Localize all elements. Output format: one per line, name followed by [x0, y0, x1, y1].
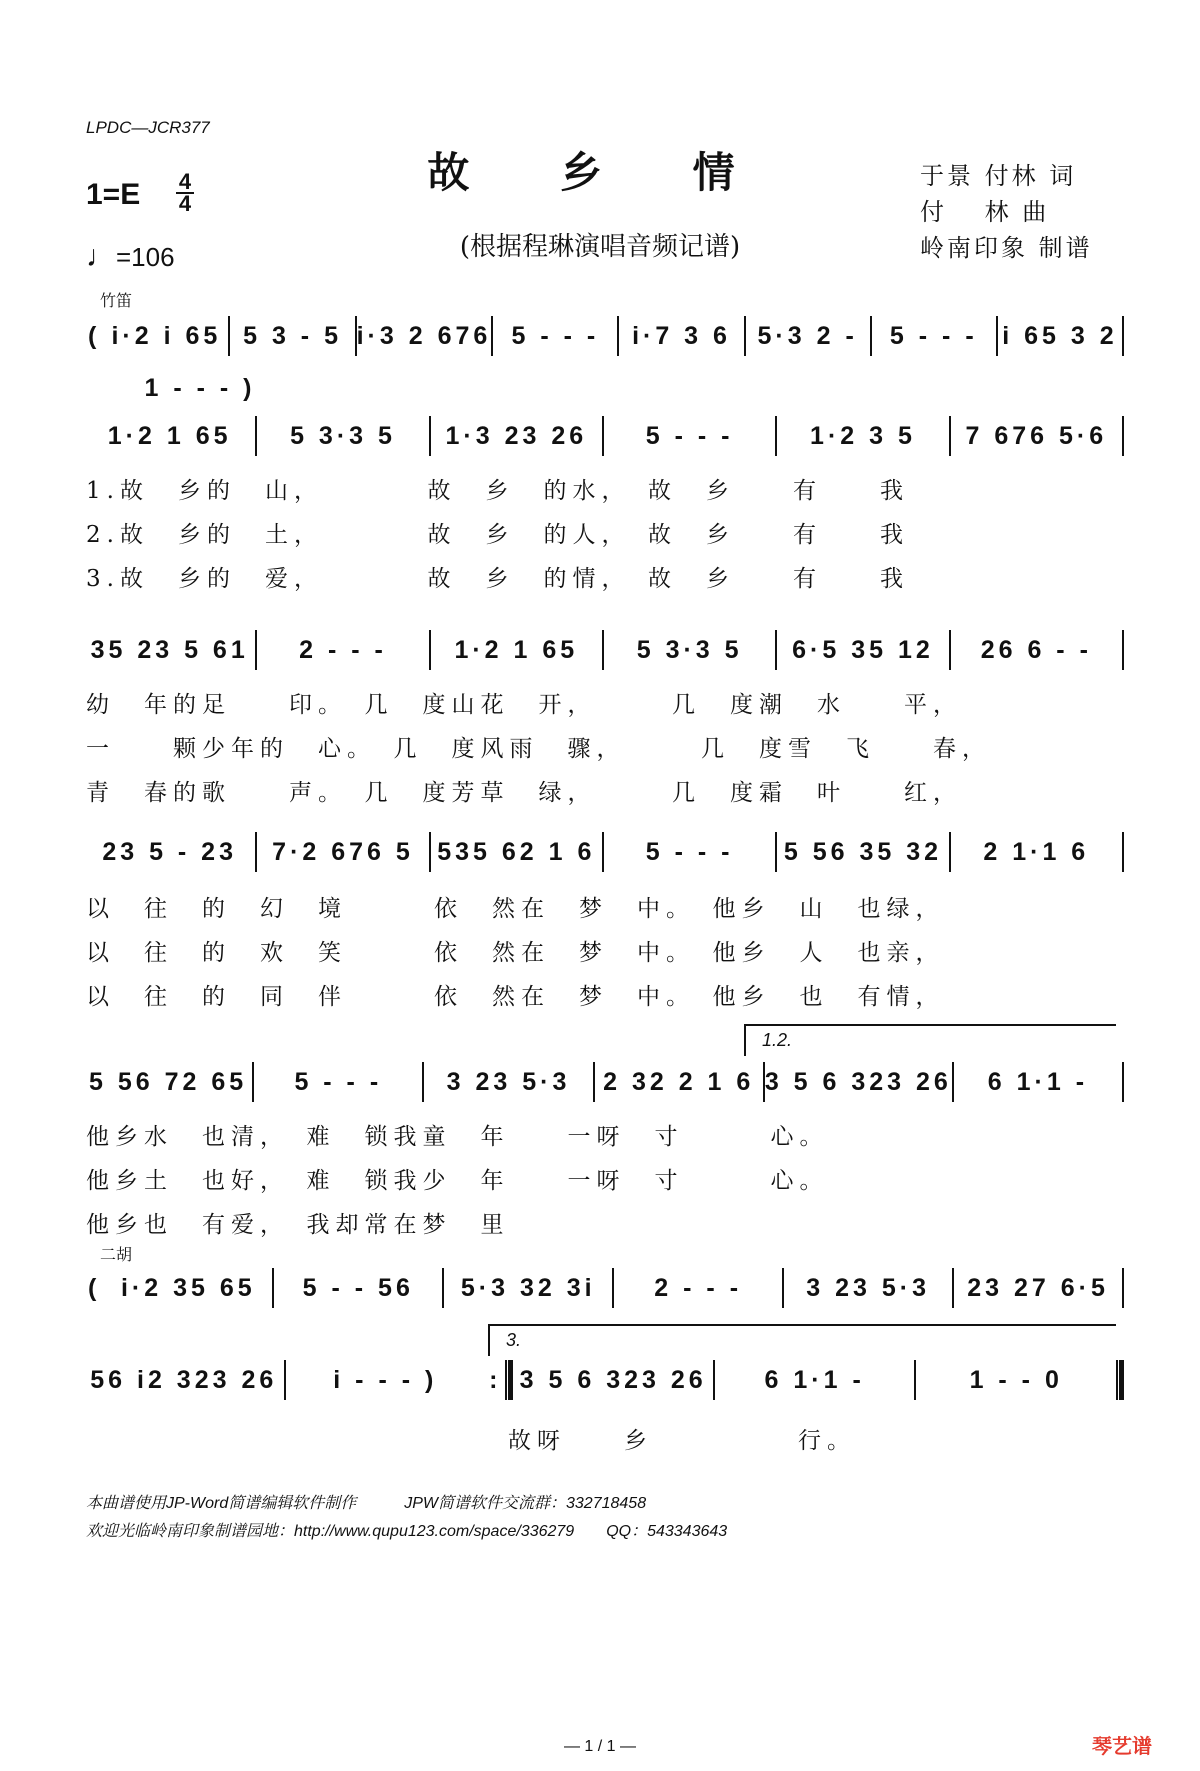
measure: i·7 3 6 — [632, 321, 731, 350]
measure: 3 23 5·3 — [446, 1067, 571, 1096]
measure: 5 56 72 65 — [89, 1067, 248, 1096]
barline — [1122, 416, 1124, 456]
system-5 — [84, 834, 1124, 870]
measure: 2 32 2 1 6 — [603, 1067, 755, 1096]
measure: 535 62 1 6 — [437, 837, 596, 866]
measure: 6·5 35 12 — [792, 635, 934, 664]
quarter-note-icon: ♩ — [86, 240, 116, 273]
system-8 — [84, 1362, 1124, 1398]
barline — [1122, 316, 1124, 356]
measure: 3 23 5·3 — [806, 1273, 930, 1302]
lyric-line: 以 往 的 幻 境 依 然在 梦 中。 他乡 山 也绿， — [86, 896, 945, 922]
measure: 26 6 - - — [980, 635, 1092, 664]
measure: 7·2 676 5 — [272, 837, 414, 866]
system-7 — [84, 1270, 1124, 1306]
song-title: 故 乡 情 — [427, 148, 773, 197]
footer-website-note: 欢迎光临岭南印象制谱园地：http://www.qupu123.com/space/336279 QQ：543343643 — [86, 1523, 728, 1540]
lyric-line: 幼 年的足 印。 几 度山花 开， 几 度潮 水 平， — [86, 692, 962, 718]
measure: 1·2 3 5 — [810, 421, 916, 450]
instrument-label-dizi: 竹笛 — [100, 293, 133, 310]
lyric-line: 1.故 乡的 山， 故 乡 的水， 故 乡 有 我 — [86, 478, 909, 504]
repeat-sign: : — [489, 1365, 502, 1394]
volta-bracket-1-2 — [744, 1024, 1116, 1056]
measure: i·2 35 65 — [120, 1273, 256, 1302]
system-2 — [100, 370, 300, 406]
measure: 5 - - 56 — [302, 1273, 414, 1302]
measure: 2 - - - — [654, 1273, 743, 1302]
measure: 6 1·1 - — [764, 1365, 865, 1394]
measure: 6 1·1 - — [987, 1067, 1089, 1096]
measure: i - - - ) — [333, 1365, 438, 1394]
measure: 5 - - - — [511, 321, 600, 350]
repeat-barline — [505, 1360, 513, 1400]
barline — [1122, 1062, 1124, 1102]
measure: 5 - - - — [645, 421, 734, 450]
system-4 — [84, 632, 1124, 668]
time-signature — [176, 169, 194, 216]
measure: 2 - - - — [299, 635, 387, 664]
score-code: LPDC—JCR377 — [86, 118, 210, 137]
volta-bracket-3 — [488, 1324, 1116, 1356]
composer-credit: 付 林 曲 — [920, 198, 1050, 226]
barline — [1122, 630, 1124, 670]
measure: 5 56 35 32 — [783, 837, 943, 866]
arranger-credit: 岭南印象 制谱 — [920, 234, 1093, 262]
time-signature-top: 4 — [178, 169, 192, 194]
measure: 56 i2 323 26 — [90, 1365, 278, 1394]
time-signature-bottom: 4 — [178, 191, 192, 216]
lyric-line: 一 颗少年的 心。 几 度风雨 骤， 几 度雪 飞 春， — [86, 736, 991, 762]
lyricist-credit: 于景 付林 词 — [920, 162, 1077, 190]
measure: 5·3 2 - — [757, 321, 858, 350]
lyric-line: 他乡水 也清， 难 锁我童 年 一呀 寸 心。 — [86, 1124, 829, 1150]
measure: 5 - - - — [889, 321, 978, 350]
site-logo: 琴艺谱 — [1092, 1736, 1152, 1758]
measure: 7 676 5·6 — [965, 421, 1108, 450]
volta-label: 3. — [506, 1330, 522, 1350]
footer-software-note: 本曲谱使用JP-Word简谱编辑软件制作 JPW简谱软件交流群：332718458 — [86, 1495, 647, 1512]
measure: 5 - - - — [645, 837, 734, 866]
interlude-paren: ( — [88, 1273, 101, 1302]
measure: i·2 i 65 — [111, 321, 222, 350]
system-3 — [84, 418, 1124, 454]
measure: 1 - - 0 — [969, 1365, 1063, 1394]
lyric-line: 3.故 乡的 爱， 故 乡 的情， 故 乡 有 我 — [86, 566, 909, 592]
measure: 5·3 32 3i — [460, 1273, 596, 1302]
measure: 2 1·1 6 — [983, 837, 1090, 866]
measure: 5 3·3 5 — [290, 421, 396, 450]
lyric-line: 故呀 乡 行。 — [508, 1428, 856, 1454]
lyric-line: 2.故 乡的 土， 故 乡 的人， 故 乡 有 我 — [86, 522, 909, 548]
measure: 5 3 - 5 — [243, 321, 342, 350]
page-number: — 1 / 1 — — [563, 1738, 637, 1755]
lyric-line: 他乡土 也好， 难 锁我少 年 一呀 寸 心。 — [86, 1168, 829, 1194]
measure: 23 5 - 23 — [102, 837, 237, 866]
intro-paren: ( — [88, 321, 101, 350]
lyric-line: 他乡也 有爱， 我却常在梦 里 — [86, 1212, 510, 1238]
instrument-label-erhu: 二胡 — [100, 1247, 133, 1264]
system-1 — [84, 318, 1124, 354]
measure: i 65 3 2 — [1002, 321, 1118, 350]
lyric-line: 青 春的歌 声。 几 度芳草 绿， 几 度霜 叶 红， — [86, 780, 962, 806]
measure: 3 5 6 323 26 — [519, 1365, 707, 1394]
measure: 1·3 23 26 — [445, 421, 588, 450]
system-6 — [84, 1064, 1124, 1100]
final-barline — [1116, 1360, 1124, 1400]
volta-label: 1.2. — [762, 1030, 793, 1050]
lyric-line: 以 往 的 同 伴 依 然在 梦 中。 他乡 也 有情， — [86, 984, 945, 1010]
measure: 5 3·3 5 — [636, 635, 743, 664]
measure: 1 - - - ) — [144, 373, 256, 402]
measure: 35 23 5 61 — [90, 635, 249, 664]
measure: 23 27 6·5 — [967, 1273, 1109, 1302]
lyric-line: 以 往 的 欢 笑 依 然在 梦 中。 他乡 人 也亲， — [86, 940, 945, 966]
measure: 1·2 1 65 — [454, 635, 579, 664]
key-signature: 1=E — [86, 178, 141, 211]
barline — [1122, 1268, 1124, 1308]
measure: 5 - - - — [294, 1067, 383, 1096]
measure: 3 5 6 323 26 — [764, 1067, 952, 1096]
song-subtitle: (根据程琳演唱音频记谱) — [459, 232, 741, 262]
measure: i·3 2 676 — [356, 321, 492, 350]
barline — [1122, 832, 1124, 872]
measure: 1·2 1 65 — [107, 421, 232, 450]
tempo-marking — [86, 240, 175, 274]
tempo-value: =106 — [116, 242, 175, 272]
